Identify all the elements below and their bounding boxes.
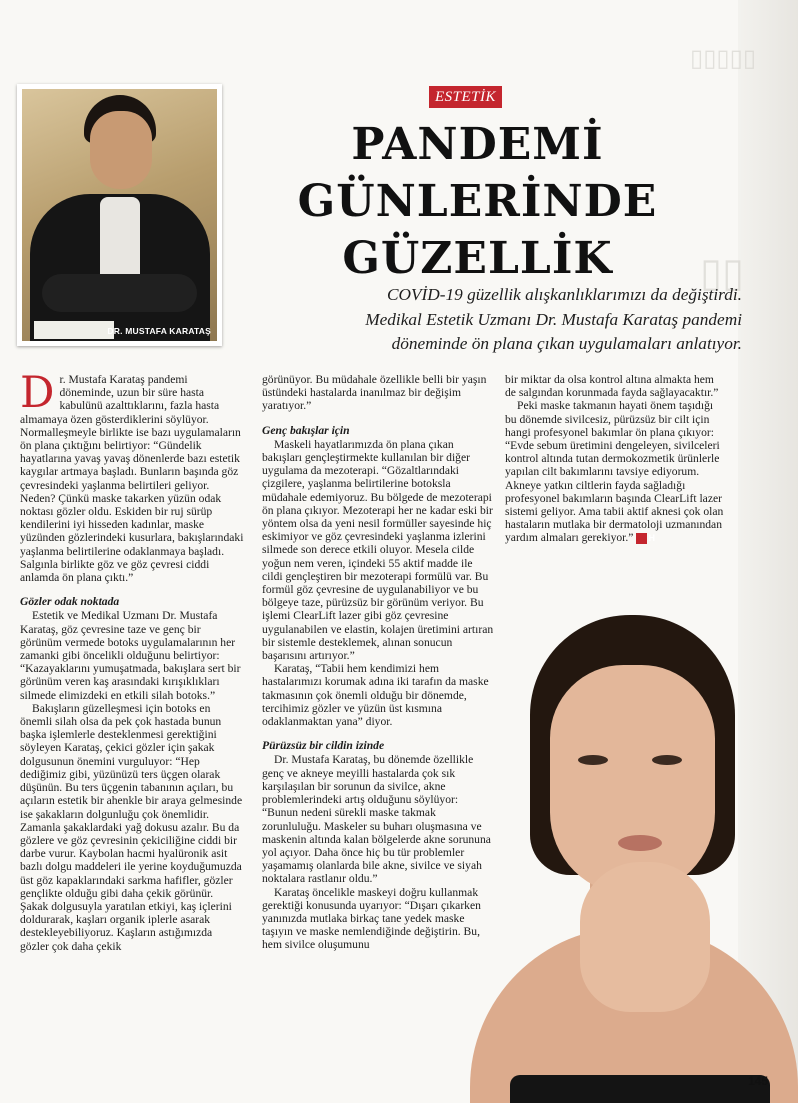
paragraph: görünüyor. Bu müdahale özellikle belli bir yaşın üstündeki hastalarda inanılmaz bir değişim yaratıyor.”: [262, 373, 487, 413]
page-number: 145: [748, 1074, 769, 1088]
paragraph: Dr. Mustafa Karataş, bu dönemde özellikle genç ve akneye meyilli hastalarda çok sık karşılaşılan bir sorunun da sivilce, akne problemlerindeki artış olduğunu söylüyor: “Bunun nedeni sürekli maske takmak zorunluluğu. Maskeler su buharı oluşmasına ve maskenin altında kalan bölgelerde akne sorununa yol açıyor. Daha önce hiç bu tür problemler yaşamamış olanlarda bile akne, sivilce ve siyah noktalara rastlanır oldu.”: [262, 753, 491, 886]
standfirst-line: Medikal Estetik Uzmanı Dr. Mustafa Karataş pandemi: [365, 309, 742, 329]
article-column-2: [262, 373, 494, 952]
headline-line: PANDEMİ: [351, 119, 604, 170]
paragraph: Maskeli hayatlarımızda ön plana çıkan bakışları gençleştirmekte kullanılan bir diğer uygulama da mezoterapi. “Gözaltlarındaki çizgilere, yaşlanma belirtilerine botoksla müdahale edemiyoruz. Bu bölgede de mezoterapi ön plana çıkıyor. Mezoterapi her ne kadar eski bir yöntem olsa da yeni nesil formüller sayesinde hiç eskimiyor ve göz çevresindeki yaşlanma izlerini silmede son derece etkili oluyor. Mesela cilde yoğun nem veren, içindeki 55 aktif madde ile cildi gençleştiren bir mezoterapi formülü var. Bu formül göz çevresine de uygulanabiliyor ve bu bölgeye taze, pürüzsüz bir görünüm veriyor. Bu işlemi ClearLift lazer gibi göz çevresine uygulanabilen ve elastin, kolajen üretimini artıran bir sistemle desteklemek, alınan sonucun başarısını artırıyor.”: [262, 437, 494, 663]
headline: [250, 116, 705, 287]
paragraph: [505, 399, 725, 544]
doctor-photo: [17, 84, 222, 346]
paragraph: Estetik ve Medikal Uzmanı Dr. Mustafa Karataş, göz çevresine taze ve genç bir görünüm vermede botoks uygulamalarının her zamanki gibi öncelikli olduğunu belirtiyor: “Kazayaklarını yumuşatmada, bakışlara sert bir görünüm veren kaş arasındaki kırışıklıkları silmede elimizdeki en etkili silah botoks.”: [20, 609, 241, 702]
paragraph-text: r. Mustafa Karataş pandemi döneminde, uzun bir süre hasta kabulünü azalttıklarını, fazla hasta almamaya özen gösterdiklerini söylüyor. Normalleşmeyle birlikte ise bazı uygulamaların ön plana çıktığını belirtiyor: “Gündelik hayatlarına yavaş yavaş dönenlerde bazı estetik kaygılar artmaya başladı. Bunların başında göz çevresindeki yaşlanma belirtileri geliyor. Neden? Çünkü maske takarken yüzün odak noktası gözler oldu. Eskiden bir ruj sürüp kendilerini iyi hisseden kadınlar, maske yüzünden gözlerindeki kusurlara, bakışlarındaki yaşlanma belirtilerine odaklanmaya başladı. Salgınla birlikte göz ve göz çevresi ciddi anlamda ön plana çıktı.”: [20, 373, 244, 585]
show-through-text: ▯▯: [700, 251, 745, 295]
paragraph: Bakışların güzelleşmesi için botoks en önemli silah olsa da pek çok hastada bunun başka işlemlerle desteklenmesi gerektiğini söyleyen Karataş, çekici gözler için şakak dolgusunun önemini vurguluyor: “Hep dediğimiz gibi, yüzünüzü ters üçgen olarak düşünün. Bu ters üçgenin tabanının açıları, bu açıların estetik bir ahenkle bir araya gelmesinde ise şakakların dolgunluğu çok önemlidir. Zamanla şakaklardaki yağ dokusu azalır. Bu da gözlere ve göz çevresinin çekiciliğine ciddi bir darbe vurur. Kaybolan hacmi hyalüronik asit bazlı dolgu maddeleri ile yerine koyduğumuzda üst göz kapaklarındaki sarkma hafifler, gözler gençlikte olduğu gibi daha çekik görünür. Şakak dolgusuyla yaratılan etkiyi, kaş içlerini doldurarak, kaşları organik iplerle asarak destekleyebiliyoruz. Kaşların astığımızda gözler çok daha çekik: [20, 701, 243, 953]
end-mark-icon: H: [636, 533, 647, 544]
section-tag: ESTETİK: [429, 86, 502, 108]
paragraph: bir miktar da olsa kontrol altına almakta hem de salgından korunmada fayda sağlayacaktır.”: [505, 373, 719, 400]
show-through-text: ▯▯▯▯▯: [690, 45, 757, 72]
headline-line: GÜNLERİNDE: [297, 176, 658, 227]
standfirst: [234, 283, 742, 357]
paragraph: Karataş öncelikle maskeyi doğru kullanmak gerektiği konusunda uyarıyor: “Dışarı çıkarken yanınızda mutlaka birkaç tane yedek maske taşıyın ve maske nemlendiğinde değiştirin. Bu, hem sivilce oluşumunu: [262, 885, 481, 952]
photo-caption: DR. MUSTAFA KARATAŞ: [107, 326, 211, 336]
paragraph-text: Peki maske takmanın hayati önem taşıdığı bu dönemde sivilcesiz, pürüzsüz bir cilt için hangi profesyonel bakımlar ön plana çıkıyor: “Evde sebum üretimini dengeleyen, sivilceleri kontrol altında tutan dermokozmetik ürünlerle yapılan cilt bakımlarını tavsiye ediyorum. Akneye yatkın ciltlerin fayda sağladığı profesyonel bakımların başında ClearLift lazer sistemi geliyor. Ama tabii aktif aknesi çok olan hastaların mutlaka bir dermatoloji uzmanından yardım almaları gerekiyor.”: [505, 399, 724, 545]
subheading: Gözler odak noktada: [20, 595, 120, 609]
drop-cap: D: [20, 368, 55, 418]
article-column-1: [20, 368, 244, 953]
subheading: Pürüzsüz bir cildin izinde: [262, 739, 385, 753]
standfirst-line: COVİD-19 güzellik alışkanlıklarımızı da değiştirdi.: [386, 285, 742, 304]
paragraph: [20, 368, 244, 585]
paragraph: Karataş, “Tabii hem kendimizi hem hastalarımızı korumak adına iki tarafın da maske takmasının çok önemli olduğu bir dönemde, tercihimiz gözler ve yüzün üst kısmına odaklanmaktan yana” diyor.: [262, 662, 489, 729]
subheading: Genç bakışlar için: [262, 423, 350, 437]
standfirst-line: döneminde ön plana çıkan uygulamaları anlatıyor.: [391, 334, 742, 353]
headline-line: GÜZELLİK: [342, 233, 613, 284]
article-column-3: [505, 373, 725, 545]
model-photo: [470, 607, 798, 1103]
